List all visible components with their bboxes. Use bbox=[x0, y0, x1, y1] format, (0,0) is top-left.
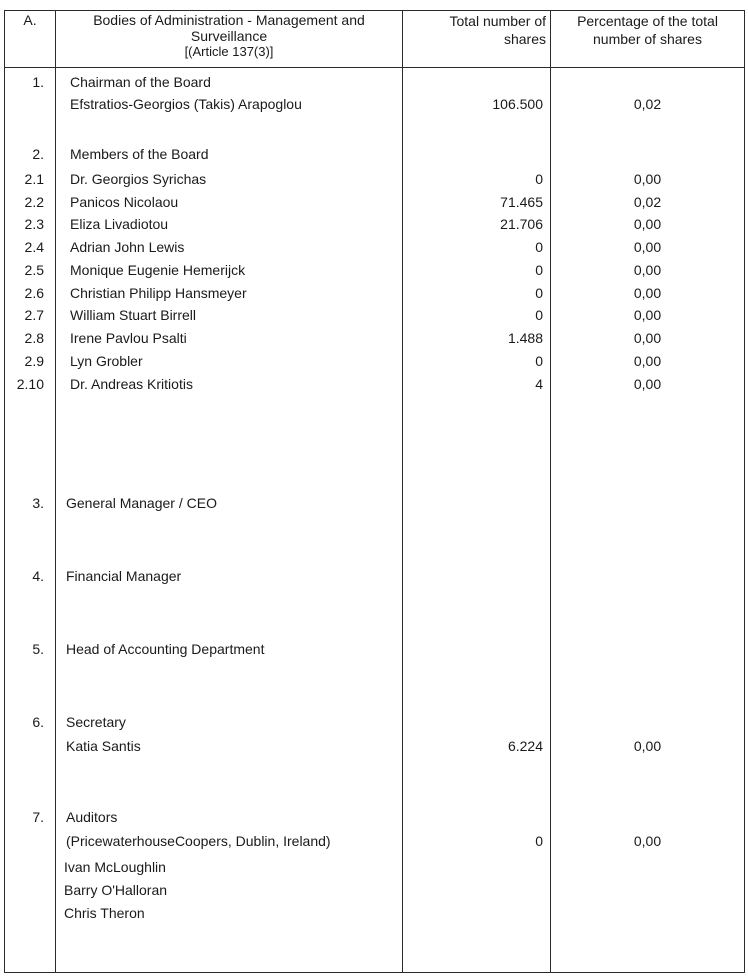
header-body-line2: Surveillance bbox=[190, 28, 268, 44]
section-title: Members of the Board bbox=[70, 146, 209, 162]
person-name: William Stuart Birrell bbox=[70, 307, 197, 323]
percentage-value: 0,00 bbox=[633, 239, 662, 255]
shares-value: 71.465 bbox=[500, 194, 543, 210]
percentage-value: 0,00 bbox=[633, 307, 662, 323]
person-name: Ivan McLoughlin bbox=[64, 859, 166, 875]
row-number: 3. bbox=[32, 495, 44, 511]
row-number: 2.6 bbox=[24, 285, 44, 301]
person-name: Eliza Livadiotou bbox=[70, 216, 169, 232]
shares-value: 4 bbox=[535, 376, 543, 392]
row-number: 4. bbox=[32, 568, 44, 584]
percentage-value: 0,00 bbox=[633, 262, 662, 278]
row-number: 2.7 bbox=[24, 307, 44, 323]
person-name: Barry O'Halloran bbox=[64, 882, 168, 898]
percentage-value: 0,00 bbox=[633, 216, 662, 232]
column-divider-1 bbox=[55, 10, 56, 972]
percentage-value: 0,00 bbox=[633, 285, 662, 301]
section-title: Head of Accounting Department bbox=[66, 641, 265, 657]
shares-value: 0 bbox=[535, 285, 543, 301]
shares-value: 0 bbox=[535, 307, 543, 323]
row-number: 2.3 bbox=[24, 216, 44, 232]
shares-value: 0 bbox=[535, 353, 543, 369]
shares-value: 6.224 bbox=[507, 738, 543, 754]
person-name: Panicos Nicolaou bbox=[70, 194, 179, 210]
header-pct-line1: Percentage of the total bbox=[577, 13, 718, 29]
section-title: Financial Manager bbox=[66, 568, 182, 584]
row-number: 5. bbox=[32, 641, 44, 657]
shares-value: 0 bbox=[535, 833, 543, 849]
person-name: Christian Philipp Hansmeyer bbox=[70, 285, 247, 301]
row-number: 7. bbox=[32, 809, 44, 825]
percentage-value: 0,02 bbox=[633, 96, 662, 112]
header-pct-column bbox=[551, 12, 744, 48]
percentage-value: 0,00 bbox=[633, 738, 662, 754]
percentage-value: 0,00 bbox=[633, 353, 662, 369]
header-total-line2: shares bbox=[503, 31, 546, 47]
column-divider-3 bbox=[550, 10, 551, 972]
shares-value: 21.706 bbox=[500, 216, 543, 232]
header-body-column bbox=[56, 12, 402, 60]
header-body-line3: [(Article 137(3)] bbox=[184, 44, 274, 59]
column-divider-2 bbox=[402, 10, 403, 972]
person-name: Chris Theron bbox=[64, 905, 145, 921]
shares-value: 0 bbox=[535, 239, 543, 255]
percentage-value: 0,00 bbox=[633, 376, 662, 392]
shares-value: 0 bbox=[535, 171, 543, 187]
row-number: 2.8 bbox=[24, 330, 44, 346]
person-name: Dr. Georgios Syrichas bbox=[70, 171, 207, 187]
shares-value: 0 bbox=[535, 262, 543, 278]
header-pct-line2: number of shares bbox=[593, 31, 702, 47]
header-total-line1: Total number of bbox=[449, 13, 546, 29]
row-number: 2.10 bbox=[16, 376, 44, 392]
row-number: 1. bbox=[32, 74, 44, 90]
auditor-firm: (PricewaterhouseCoopers, Dublin, Ireland) bbox=[66, 833, 331, 849]
row-number: 2.9 bbox=[24, 353, 44, 369]
person-name: Lyn Grobler bbox=[70, 353, 143, 369]
percentage-value: 0,00 bbox=[633, 171, 662, 187]
person-name: Monique Eugenie Hemerijck bbox=[70, 262, 246, 278]
header-body-line1: Bodies of Administration - Management and bbox=[93, 12, 365, 28]
row-number: 6. bbox=[32, 714, 44, 730]
percentage-value: 0,00 bbox=[633, 330, 662, 346]
person-name: Efstratios-Georgios (Takis) Arapoglou bbox=[70, 96, 302, 112]
row-number: 2.2 bbox=[24, 194, 44, 210]
person-name: Irene Pavlou Psalti bbox=[70, 330, 187, 346]
percentage-value: 0,00 bbox=[633, 833, 662, 849]
section-title: Auditors bbox=[66, 809, 118, 825]
shares-value: 1.488 bbox=[507, 330, 543, 346]
section-title: General Manager / CEO bbox=[66, 495, 217, 511]
row-number: 2. bbox=[32, 146, 44, 162]
header-index: A. bbox=[23, 12, 37, 28]
section-title: Chairman of the Board bbox=[70, 74, 211, 90]
header-divider bbox=[4, 67, 744, 68]
row-number: 2.1 bbox=[24, 171, 44, 187]
person-name: Adrian John Lewis bbox=[70, 239, 185, 255]
row-number: 2.5 bbox=[24, 262, 44, 278]
percentage-value: 0,02 bbox=[633, 194, 662, 210]
header-total-column bbox=[403, 12, 546, 48]
section-title: Secretary bbox=[66, 714, 126, 730]
person-name: Dr. Andreas Kritiotis bbox=[70, 376, 193, 392]
row-number: 2.4 bbox=[24, 239, 44, 255]
shares-value: 106.500 bbox=[492, 96, 543, 112]
person-name: Katia Santis bbox=[66, 738, 141, 754]
